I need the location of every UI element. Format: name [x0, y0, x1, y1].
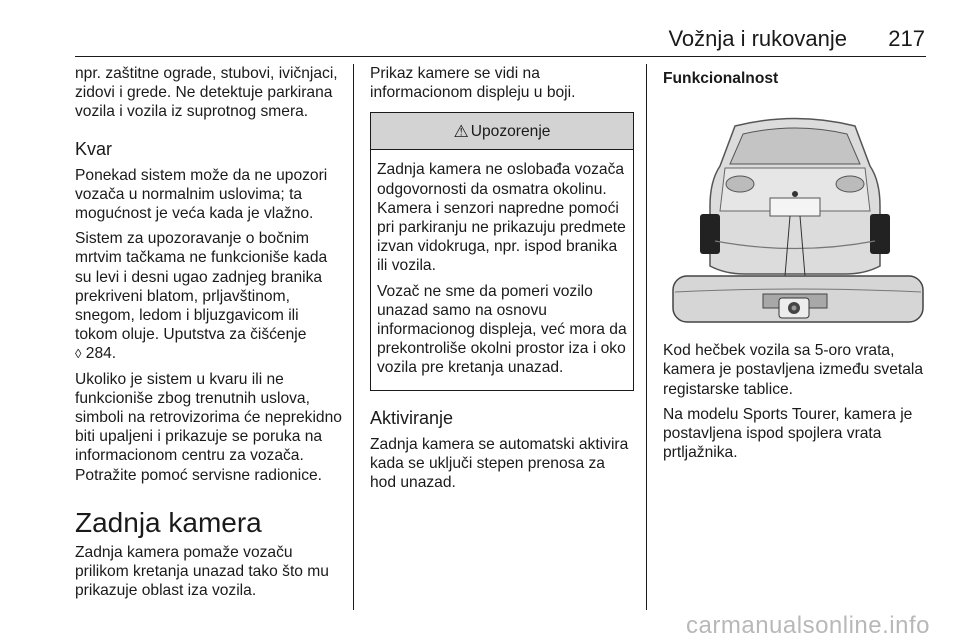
warning-body	[371, 150, 633, 389]
paragraph: Prikaz kamere se vidi na informacionom displeju u boji.	[370, 65, 576, 102]
funkcionalnost-heading: Funkcionalnost	[663, 70, 779, 87]
paragraph: Zadnja kamera se automatski aktivira kada se uključi stepen prenosa za hod unazad.	[370, 435, 629, 492]
paragraph: npr. zaštitne ograde, stubovi, ivičnjaci, zidovi i grede. Ne detektuje parkirana vozila i vozila iz suprotnog smera.	[75, 65, 338, 121]
warning-icon: ⚠	[453, 121, 469, 141]
column-divider	[646, 64, 647, 610]
warning-paragraph: Vozač ne sme da pomeri vozilo unazad samo na osnovu informacionog displeja, već mora da prekontroliše okolni prostor iza i oko vozila pre kretanja unazad.	[377, 282, 627, 377]
watermark: carmanualsonline.info	[686, 612, 930, 639]
warning-title: Upozorenje	[470, 122, 551, 140]
warning-paragraph: Zadnja kamera ne oslobađa vozača odgovornosti da osmatra okolinu. Kamera i senzori napredne pomoći pri parkiranju ne prikazuju predmete izvan vidokruga, npr. ispod branika ili vozila.	[377, 161, 626, 275]
page-reference[interactable]: 284.	[85, 345, 117, 363]
paragraph-text: Sistem za upozoravanje o bočnim mrtvim tačkama ne funkcioniše kada su levi i desni ugao zadnjeg branika prekriveni blatom, prljavštinom, snegom, ledom i bljuzgavicom ili tokom oluje. Uputstva za čišćenje	[75, 230, 328, 344]
reference-arrow-icon: ◊	[75, 346, 82, 362]
page-header	[75, 24, 925, 54]
kvar-heading: Kvar	[75, 138, 113, 159]
rear-camera-illustration	[665, 106, 925, 326]
paragraph	[75, 229, 343, 363]
paragraph: Ukoliko je sistem u kvaru ili ne funkcioniše zbog trenutnih uslova, simboli na retrovizorima će neprekidno biti upaljeni i prikazuje se poruka na informacionom centru za vozača. Potražite pomoć servisne radionice.	[75, 370, 342, 484]
section-heading: Zadnja kamera	[75, 506, 262, 538]
page-number: 217	[888, 26, 925, 51]
warning-header	[371, 113, 633, 150]
column-left	[75, 64, 343, 606]
column-middle	[370, 64, 634, 498]
column-right	[663, 64, 929, 468]
warning-box	[370, 112, 634, 390]
paragraph: Kod hečbek vozila sa 5-oro vrata, kamera je postavljena između svetala registarske tablice.	[663, 342, 924, 398]
chapter-title: Vožnja i rukovanje	[668, 26, 847, 51]
column-divider	[353, 64, 354, 610]
aktiviranje-heading: Aktiviranje	[370, 407, 454, 428]
paragraph: Na modelu Sports Tourer, kamera je postavljena ispod spojlera vrata prtljažnika.	[663, 405, 913, 462]
paragraph: Zadnja kamera pomaže vozaču prilikom kretanja unazad tako što mu prikazuje oblast iza vozila.	[75, 543, 329, 600]
paragraph: Ponekad sistem može da ne upozori vozača u normalnim uslovima; ta mogućnost je veća kada je vlažno.	[75, 166, 328, 223]
header-rule	[75, 56, 926, 57]
